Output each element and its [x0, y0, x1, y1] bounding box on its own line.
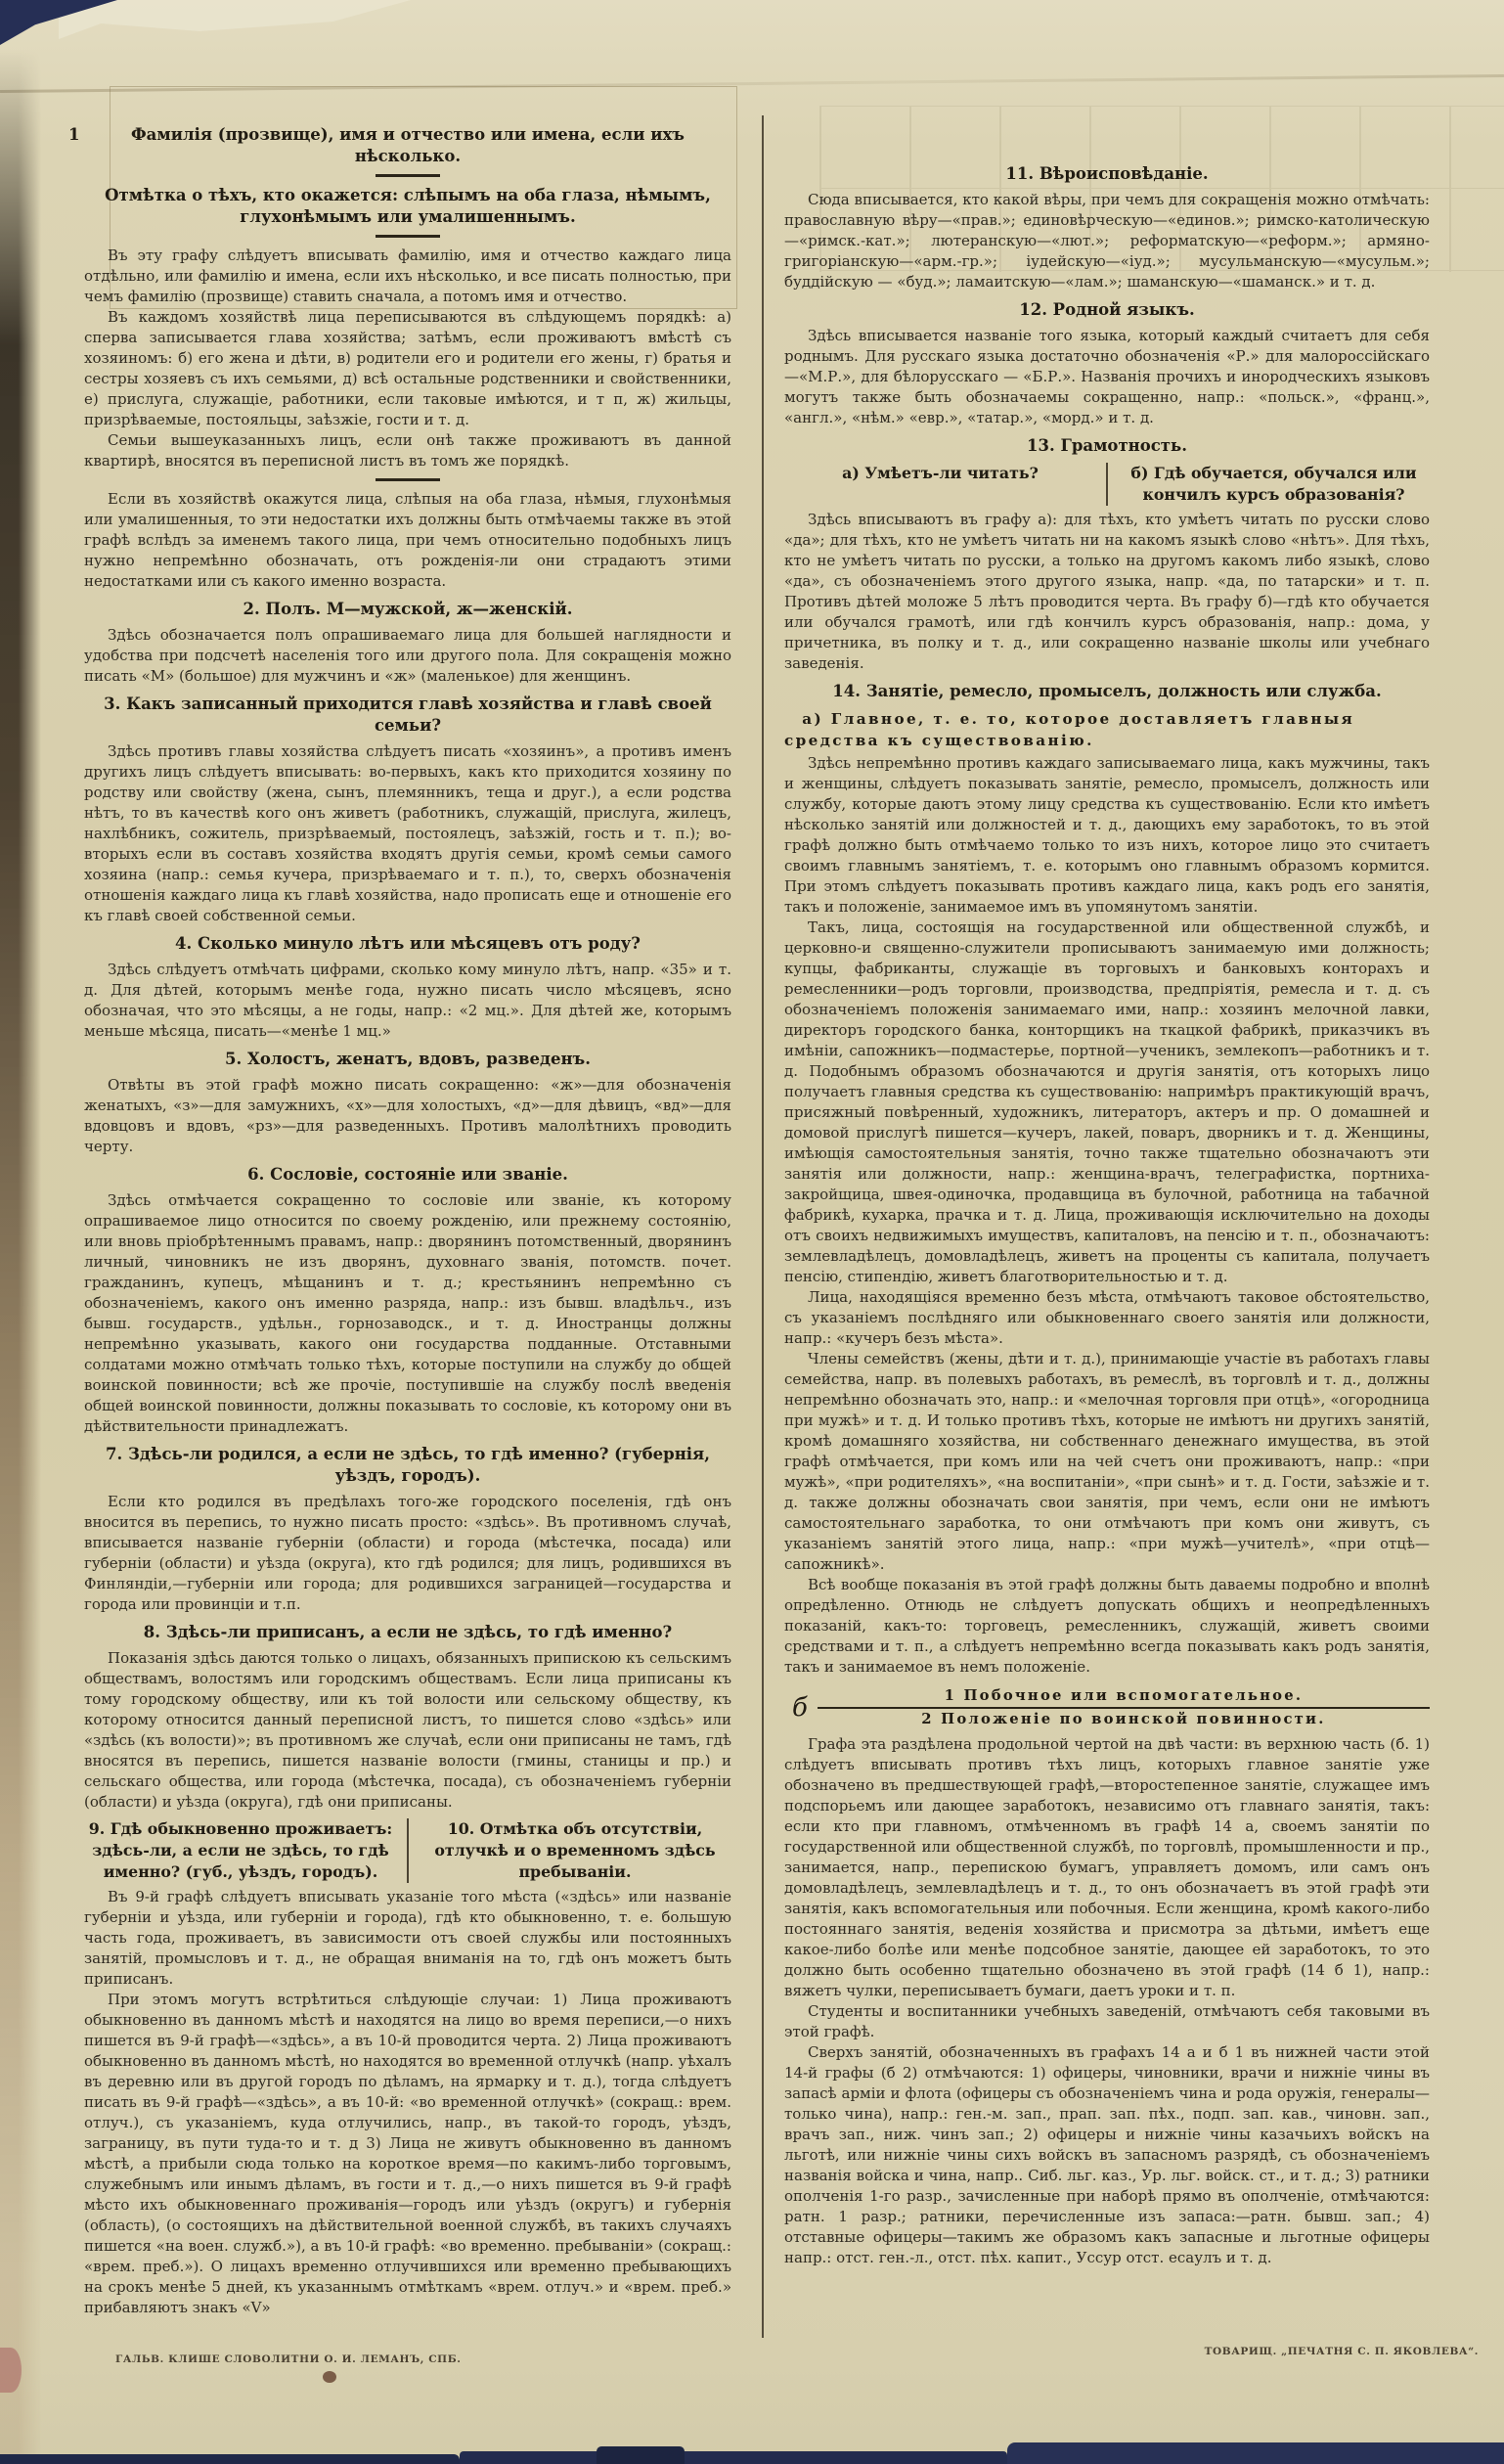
- paragraph: Отвѣты въ этой графѣ можно писать сокращенно: «ж»—для обозначенія женатыхъ, «з»—для замужнихъ, «х»—для холостыхъ, «д»—для дѣвицъ, «вд»—для вдовцовъ и вдовъ, «рз»—для разведенныхъ. Противъ малолѣтнихъ проводить черту.: [84, 1076, 731, 1155]
- paragraph: Здѣсь непремѣнно противъ каждаго записываемаго лица, какъ мужчины, такъ и женщины, слѣдуетъ показывать занятіе, ремесло, промыселъ, должность или службу, которые даютъ этому лицу средства къ существованію. Если кто имѣетъ нѣсколько занятій или должностей и т. д., дающихъ ему заработокъ, то въ этой графѣ должно быть отмѣчаемо только то изъ нихъ, которое лицо это считаетъ своимъ главнымъ занятіемъ, т. е. которымъ оно главнымъ образомъ кормится. При этомъ слѣдуетъ показывать противъ каждаго лица, какъ родъ его занятія, такъ и положеніе, занимаемое имъ въ упомянутомъ занятіи.: [784, 754, 1430, 916]
- printer-imprint-left: ГАЛЬВ. КЛИШЕ СЛОВОЛИТНИ О. И. ЛЕМАНЪ, СПБ.: [115, 2353, 462, 2365]
- page-edge-shadow: [0, 0, 41, 2464]
- paragraph: Здѣсь отмѣчается сокращенно то сословіе или званіе, къ которому опрашиваемое лицо относится по своему рожденію, или прежнему состоянію, или вновь пріобрѣтеннымъ правамъ, напр.: дворянинъ потомственный, дворянинъ личный, чиновникъ не изъ дворянъ, духовнаго званія, потомств. почет. гражданинъ, купецъ, мѣщанинъ и т. д.; крестьянинъ непремѣнно съ обозначеніемъ, какого онъ именно разряда, напр.: изъ бывш. владѣльч., изъ бывш. государств., удѣльн., горнозаводск., и т. д. Иностранцы должны непремѣнно указывать, какого они государства подданные. Отставными солдатами можно отмѣчать только тѣхъ, которые поступили на службу до общей воинской повинности; всѣ же прочіе, поступившіе на службу послѣ введенія общей воинской повинности, должны показывать то сословіе, къ которому они въ дѣйствительности принадлежатъ.: [84, 1191, 731, 1435]
- paragraph: Сюда вписывается, кто какой вѣры, при чемъ для сокращенія можно отмѣчать: православную вѣру—«прав.»; единовѣрческую—«единов.»; римско-католическую—«римск.-кат.»; лютеранскую—«лют.»; реформатскую—«реформ.»; армяно-григоріанскую—«арм.-гр.»; іудейскую—«іуд.»; мусульманскую—«мусульм.»; буддійскую — «буд.»; ламаитскую—«лам.»; шаманскую—«шаманск.» и т. д.: [784, 191, 1430, 291]
- paragraph: Въ 9-й графѣ слѣдуетъ вписывать указаніе того мѣста («здѣсь» или названіе губерніи и уѣзда, или губерніи и города), гдѣ кто обыкновенно, т. е. большую часть года, проживаетъ, въ зависимости отъ своей службы или постоянныхъ занятій, промысловъ и т. д., не обращая вниманія на то, гдѣ онъ можетъ быть приписанъ.: [84, 1888, 731, 1988]
- section-heading: 6. Сословіе, состояніе или званіе.: [247, 1165, 568, 1184]
- section-heading: 12. Родной языкъ.: [1019, 300, 1195, 319]
- section-heading: 3. Какъ записанный приходится главѣ хозяйства и главѣ своей семьи?: [104, 694, 712, 735]
- right-column: [784, 117, 1430, 2389]
- section-heading: 14. Занятіе, ремесло, промыселъ, должность или служба.: [832, 682, 1382, 700]
- section-heading: 4. Сколько минуло лѣтъ или мѣсяцевъ отъ роду?: [175, 934, 641, 953]
- paragraph: Показанія здѣсь даются только о лицахъ, обязанныхъ припискою къ сельскимъ обществамъ, волостямъ или городскимъ обществамъ. Если лица приписаны къ тому городскому обществу, или къ той волости или сельскому обществу, къ которому относится данный переписной листъ, то пишется слово «здѣсь» или «здѣсь (къ волости)»; въ противномъ же случаѣ, если они приписаны не тамъ, гдѣ вносятся въ перепись, пишется названіе волости (гмины, станицы и пр.) и сельскаго общества, или города (мѣстечка, посада), съ обозначеніемъ губерніи (области) и уѣзда (округа), гдѣ они приписаны.: [84, 1649, 731, 1811]
- paragraph: Семьи вышеуказанныхъ лицъ, если онѣ также проживаютъ въ данной квартирѣ, вносятся въ переписной листъ въ томъ же порядкѣ.: [84, 431, 731, 470]
- section-heading: 11. Вѣроисповѣданіе.: [1005, 164, 1209, 183]
- brace-glyph: б: [792, 1693, 808, 1723]
- navy-band-segment: [0, 2454, 460, 2464]
- paragraph: Лица, находящіяся временно безъ мѣста, отмѣчаютъ таковое обстоятельство, съ указаніемъ послѣдняго или обыкновеннаго своего занятія или должности, напр.: «кучеръ безъ мѣста».: [784, 1288, 1430, 1347]
- brace-line: 1 Побочное или вспомогательное.: [818, 1685, 1430, 1709]
- navy-band-segment: [597, 2446, 685, 2464]
- paragraph: Члены семействъ (жены, дѣти и т. д.), принимающіе участіе въ работахъ главы семейства, напр. въ полевыхъ работахъ, въ ремеслѣ, въ торговлѣ и т. д., должны непремѣнно обозначать это, напр.: и «мелочная торговля при отцѣ», «огородница при мужѣ» и т. д. И только противъ тѣхъ, которые не имѣютъ ни другихъ занятій, кромѣ домашняго хозяйства, ни собственнаго денежнаго имущества, въ этой графѣ отмѣчается, при комъ или на чей счетъ они проживаютъ, напр.: «при мужѣ», «при родителяхъ», «на воспитаніи», «при сынѣ» и т. д. Гости, заѣзжіе и т. д. также должны обозначать свои занятія, при чемъ, если они не имѣютъ самостоятельнаго заработка, то они отмѣчаютъ при комъ они живутъ, съ указаніемъ занятій этого лица, напр.: «при мужѣ—учителѣ», «при отцѣ—сапожникѣ».: [784, 1350, 1430, 1573]
- paragraph: Въ каждомъ хозяйствѣ лица переписываются въ слѣдующемъ порядкѣ: а) сперва записывается глава хозяйства; затѣмъ, если проживаютъ вмѣстѣ съ хозяиномъ: б) его жена и дѣти, в) родители его и родители его жены, г) братья и сестры хозяевъ съ ихъ семьями, д) всѣ остальные родственники и свойственники, е) прислуга, служащіе, работники, если таковые имѣются, и т п, ж) жильцы, призрѣваемые, постояльцы, заѣзжіе, гости и т. д.: [84, 308, 731, 428]
- printer-imprint-right: ТОВАРИЩ. „ПЕЧАТНЯ С. П. ЯКОВЛЕВА“.: [1204, 2346, 1479, 2357]
- paper-crease: [0, 74, 1504, 93]
- brace-heading: [784, 1685, 1430, 1730]
- brace-lines: [818, 1685, 1430, 1730]
- paragraph: Здѣсь обозначается полъ опрашиваемаго лица для большей наглядности и удобства при подсчетѣ населенія того или другого пола. Для сокращенія можно писать «М» (большое) для мужчинъ и «ж» (маленькое) для женщинъ.: [84, 626, 731, 685]
- section-heading-text: Фамилія (прозвище), имя и отчество или имена, если ихъ нѣсколько.: [131, 125, 685, 165]
- section-heading: 8. Здѣсь-ли приписанъ, а если не здѣсь, то гдѣ именно?: [143, 1623, 673, 1641]
- paragraph: Сверхъ занятій, обозначенныхъ въ графахъ 14 а и б 1 въ нижней части этой 14-й графы (б 2) отмѣчаются: 1) офицеры, чиновники, врачи и нижніе чины въ запасѣ арміи и флота (офицеры съ обозначеніемъ чина и рода оружія, генералы—только чина), напр.: ген.-м. зап., прап. зап. пѣх., подп. зап. кав., чиновн. зап., врачъ зап., ниж. чинъ зап.; 2) офицеры и нижніе чины казачьихъ войскъ на льготѣ, или нижніе чины сихъ войскъ въ запасномъ разрядѣ, съ обозначеніемъ названія войска и чина, напр.. Сиб. льг. каз., Ур. льг. войск. ст., и т. д.; 3) ратники ополченія 1-го разр., зачисленные при наборѣ прямо въ ополченіе, отмѣчаются: ратн. 1 разр.; ратники, перечисленные изъ запаса:—ратн. бывш. зап.; 4) отставные офицеры—такимъ же образомъ какъ запасные и льготные офицеры напр.: отст. ген.-л., отст. пѣх. капит., Уссур отст. есаулъ и т. д.: [784, 2043, 1430, 2266]
- subsection-heading: а) Главное, т. е. то, которое доставляетъ главныя средства къ существованію.: [784, 710, 1355, 749]
- paragraph: Здѣсь вписываютъ въ графу а): для тѣхъ, кто умѣетъ читать по русски слово «да»; для тѣхъ, кто не умѣетъ читать ни на какомъ языкѣ слово «нѣтъ». Для тѣхъ, кто не умѣетъ читать по русски, а только на другомъ какомъ либо языкѣ, слово «да», съ обозначеніемъ этого другого языка, напр. «да, по татарски» и т. п. Противъ дѣтей моложе 5 лѣтъ проводится черта. Въ графу б)—гдѣ кто обучается или обучался грамотѣ, или гдѣ кончилъ курсъ образованія, напр.: дома, у причетника, въ полку и т. д., или сокращенно названіе школы или учебнаго заведенія.: [784, 511, 1430, 672]
- dual-heading-left: а) Умѣетъ-ли читать?: [842, 464, 1039, 482]
- paragraph: Графа эта раздѣлена продольной чертой на двѣ части: въ верхнюю часть (б. 1) слѣдуетъ вписывать противъ тѣхъ лицъ, которыхъ главное занятіе уже обозначено въ предшествующей графѣ,—второстепенное занятіе, служащее имъ подспорьемъ или дающее заработокъ, независимо отъ главнаго занятія, такъ: если кто при главномъ, отмѣченномъ въ графѣ 14 а, своемъ занятіи по государственной или общественной службѣ, по торговлѣ, промышленности и пр., занимается, напр., перепискою бумагъ, управляетъ домомъ, или самъ онъ домовладѣлецъ, землевладѣлецъ и т. д., то онъ обозначаетъ въ этой графѣ эти занятія, какъ вспомогательныя или побочныя. Если женщина, кромѣ какого-либо постояннаго занятія, веденія хозяйства и присмотра за дѣтьми, имѣетъ еще какое-либо болѣе или менѣе подсобное занятіе, дающее ей заработокъ, то это должно быть особенно тщательно обозначено въ этой графѣ (14 б 1), напр.: вяжетъ чулки, переписываетъ бумаги, даетъ уроки и т. п.: [784, 1735, 1430, 1999]
- brace-line: 2 Положеніе по воинской повинности.: [921, 1711, 1326, 1727]
- dual-heading-rule: [1106, 463, 1108, 506]
- navy-band-segment: [460, 2451, 1007, 2464]
- dual-heading: [84, 1818, 731, 1883]
- bottom-navy-band: [0, 2448, 1504, 2464]
- section-number: 1: [68, 125, 80, 144]
- navy-band-segment: [1007, 2442, 1504, 2464]
- paragraph: Если кто родился въ предѣлахъ того-же городского поселенія, гдѣ онъ вносится въ перепись, то нужно писать просто: «здѣсь». Въ противномъ случаѣ, вписывается названіе губерніи (области) и города (мѣстечка, посада) или губерніи (области) и уѣзда (округа), кто гдѣ родился; для лицъ, родившихся въ Финляндіи,—губерніи или города; для родившихся заграницей—государства и города или провинціи и т.п.: [84, 1493, 731, 1613]
- red-smudge: [0, 2348, 22, 2393]
- paragraph: Такъ, лица, состоящія на государственной или общественной службѣ, и церковно-и священно-служители прописываютъ занимаемую ими должность; купцы, фабриканты, служащіе въ торговыхъ и банковыхъ конторахъ и ремесленники—родъ торговли, производства, предпріятія, ремесла и т. д. съ обозначеніемъ положенія занимаемаго ими, напр.: хозяинъ мелочной лавки, директоръ городского банка, конторщикъ на ткацкой фабрикѣ, приказчикъ въ имѣніи, сапожникъ—подмастерье, портной—ученикъ, землекопъ—работникъ и т. д. Подобнымъ образомъ обозначаются и другія занятія, отъ которыхъ лицо получаетъ главныя средства къ существованію: напримѣръ практикующій врачъ, присяжный повѣренный, художникъ, литераторъ, актеръ и пр. О домашней и домовой прислугѣ пишется—кучеръ, лакей, поваръ, дворникъ и т. д. Женщины, имѣющія самостоятельныя занятія, точно также тщательно обозначаютъ эти занятія или должности, напр.: женщина-врачъ, телеграфистка, портниха-закройщица, швея-одиночка, продавщица въ булочной, работница на табачной фабрикѣ, кухарка, прачка и т. д. Лица, проживающія исключительно на доходы отъ своихъ недвижимыхъ имуществъ, капиталовъ, на пенсію и т. п., обозначаютъ: землевладѣлецъ, домовладѣлецъ, живетъ на проценты съ капитала, получаетъ пенсію, стипендію, живетъ благотворительностью и т. д.: [784, 918, 1430, 1285]
- paper-tear: [59, 0, 411, 39]
- section-heading: [68, 124, 726, 167]
- dual-heading-right: б) Гдѣ обучается, обучался или кончилъ курсъ образованія?: [1130, 464, 1417, 504]
- paragraph: Здѣсь вписывается названіе того языка, который каждый считаетъ для себя роднымъ. Для русскаго языка достаточно обозначенія «Р.» для малороссійскаго—«М.Р.», для бѣлорусскаго — «Б.Р.». Названія прочихъ и инородческихъ языковъ могутъ также быть обозначаемы сокращенно, напр.: «польск.», «франц.», «англ.», «нѣм.» «евр.», «татар.», «морд.» и т. д.: [784, 327, 1430, 426]
- paragraph: Если въ хозяйствѣ окажутся лица, слѣпыя на оба глаза, нѣмыя, глухонѣмыя или умалишенныя, то эти недостатки ихъ должны быть отмѣчаемы также въ этой графѣ вслѣдъ за именемъ такого лица, при чемъ относительно подобныхъ лицъ нужно непремѣнно обозначать, отъ рожденія-ли они страдаютъ этими недостатками или съ какого именно возраста.: [84, 490, 731, 590]
- section-heading: 5. Холостъ, женатъ, вдовъ, разведенъ.: [225, 1050, 591, 1068]
- left-column: [68, 117, 731, 2350]
- divider-rule: [376, 235, 440, 238]
- paragraph: Студенты и воспитанники учебныхъ заведеній, отмѣчаютъ себя таковыми въ этой графѣ.: [784, 2002, 1430, 2040]
- divider-rule: [376, 478, 440, 481]
- dual-heading: [784, 463, 1430, 506]
- paragraph: Въ эту графу слѣдуетъ вписывать фамилію, имя и отчество каждаго лица отдѣльно, или фамилію и имена, если ихъ нѣсколько, и все писать полностью, при чемъ фамилію (прозвище) ставить сначала, а потомъ имя и отчество.: [84, 246, 731, 305]
- section-heading: 7. Здѣсь-ли родился, а если не здѣсь, то гдѣ именно? (губернія, уѣздъ, городъ).: [106, 1445, 710, 1485]
- section-heading: Отмѣтка о тѣхъ, кто окажется: слѣпымъ на оба глаза, нѣмымъ, глухонѣмымъ или умалишеннымъ.: [105, 186, 711, 226]
- section-heading: 2. Полъ. М—мужской, ж—женскій.: [243, 600, 573, 618]
- paragraph: Всѣ вообще показанія въ этой графѣ должны быть даваемы подробно и вполнѣ опредѣленно. Отнюдь не слѣдуетъ допускать общихъ и неопредѣленныхъ показаній, какъ-то: торговецъ, ремесленникъ, служащій, живетъ своими средствами и т. п., а слѣдуетъ непремѣнно всегда показывать какъ родъ занятія, такъ и занимаемое въ немъ положеніе.: [784, 1576, 1430, 1676]
- paragraph: Здѣсь слѣдуетъ отмѣчать цифрами, сколько кому минуло лѣтъ, напр. «35» и т. д. Для дѣтей, которымъ менѣе года, нужно писать число мѣсяцевъ, ясно обозначая, что это мѣсяцы, а не годы, напр.: «2 мц.». Для дѣтей же, которымъ меньше мѣсяца, писать—«менѣе 1 мц.»: [84, 961, 731, 1040]
- section-heading: 13. Грамотность.: [1027, 436, 1187, 455]
- divider-rule: [376, 174, 440, 177]
- dual-heading-left: 9. Гдѣ обыкновенно проживаетъ: здѣсь-ли, а если не здѣсь, то гдѣ именно? (губ., уѣздъ, городъ).: [88, 1819, 393, 1881]
- paragraph: Здѣсь противъ главы хозяйства слѣдуетъ писать «хозяинъ», а противъ именъ другихъ лицъ слѣдуетъ вписывать: во-первыхъ, какъ кто приходится хозяину по родству или свойству (жена, сынъ, племянникъ, теща и друг.), а если родства нѣтъ, то въ качествѣ кого онъ живетъ (работникъ, служащій, прислуга, жилецъ, нахлѣбникъ, сожитель, призрѣваемый, постоялецъ, заѣзжій, гость и т. п.); во-вторыхъ если въ составъ хозяйства входятъ другія семьи, кромѣ семьи самого хозяина (напр.: семья кучера, призрѣваемаго и т. п.), то, сверхъ обозначенія отношенія каждаго лица къ главѣ хозяйства, надо прописать еще и отношеніе его къ главѣ своей собственной семьи.: [84, 742, 731, 924]
- column-divider-rule: [762, 115, 764, 2338]
- dual-heading-rule: [407, 1818, 409, 1883]
- paragraph: При этомъ могутъ встрѣтиться слѣдующіе случаи: 1) Лица проживаютъ обыкновенно въ данномъ мѣстѣ и находятся на лицо во время переписи,—о нихъ пишется въ 9-й графѣ—«здѣсь», а въ 10-й проводится черта. 2) Лица проживаютъ обыкновенно въ данномъ мѣстѣ, но находятся во временной отлучкѣ (напр. уѣхалъ въ деревню или въ другой городъ по дѣламъ, на ярмарку и т. д.), тогда слѣдуетъ писать въ 9-й графѣ—«здѣсь», а въ 10-й: «во временной отлучкѣ» (сокращ.: врем. отлуч.), съ указаніемъ, куда отлучились, напр., въ такой-то городъ, уѣздъ, заграницу, въ пути туда-то и т. д 3) Лица не живутъ обыкновенно въ данномъ мѣстѣ, а прибыли сюда только на короткое время—по какимъ-либо торговымъ, служебнымъ или инымъ дѣламъ, въ гости и т. д.,—о нихъ пишется въ 9-й графѣ мѣсто ихъ обыкновеннаго проживанія—городъ или уѣздъ (округъ) и губернія (область), (о состоящихъ на дѣйствительной военной службѣ, въ такихъ случаяхъ пишется «на воен. служб.»), а въ 10-й графѣ: «во временно. пребываніи» (сокращ.: «врем. преб.»). О лицахъ временно отлучившихся или временно пребывающихъ на срокъ менѣе 5 дней, къ указаннымъ отмѣткамъ «врем. отлуч.» и «врем. преб.» прибавляютъ знакъ «V»: [84, 1991, 731, 2316]
- ink-stain: [323, 2371, 336, 2383]
- dual-heading-right: 10. Отмѣтка объ отсутствіи, отлучкѣ и о временномъ здѣсь пребываніи.: [434, 1819, 716, 1881]
